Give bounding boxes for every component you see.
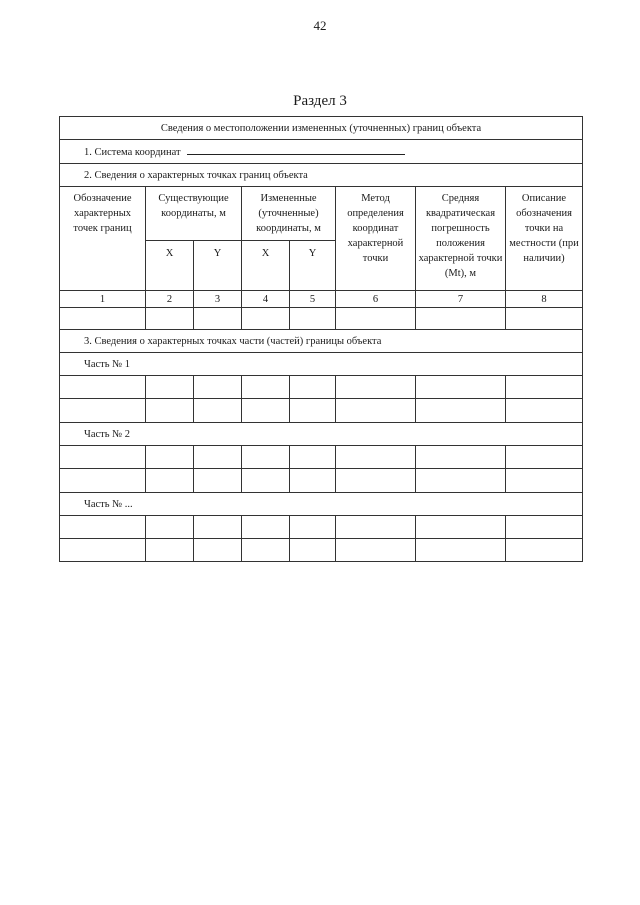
empty-cell[interactable] xyxy=(336,446,416,469)
empty-cell[interactable] xyxy=(506,469,583,493)
empty-cell[interactable] xyxy=(146,399,194,423)
col-designation-header: Обозначение характерных точек границ xyxy=(60,187,146,291)
empty-cell[interactable] xyxy=(506,308,583,330)
section3-label: 3. Сведения о характерных точках части (частей) границы объекта xyxy=(60,330,583,353)
column-number: 2 xyxy=(146,291,194,308)
empty-cell[interactable] xyxy=(146,539,194,562)
part-1-label: Часть № 1 xyxy=(60,353,583,376)
table-row xyxy=(60,376,583,399)
empty-cell[interactable] xyxy=(242,308,290,330)
empty-cell[interactable] xyxy=(416,539,506,562)
empty-cell[interactable] xyxy=(194,446,242,469)
empty-cell[interactable] xyxy=(290,516,336,539)
column-number: 1 xyxy=(60,291,146,308)
empty-cell[interactable] xyxy=(60,469,146,493)
empty-cell[interactable] xyxy=(336,516,416,539)
empty-cell[interactable] xyxy=(416,469,506,493)
page-number: 42 xyxy=(313,18,327,33)
empty-cell[interactable] xyxy=(146,446,194,469)
empty-cell[interactable] xyxy=(146,376,194,399)
empty-cell[interactable] xyxy=(290,308,336,330)
empty-cell[interactable] xyxy=(60,399,146,423)
empty-cell[interactable] xyxy=(60,446,146,469)
empty-cell[interactable] xyxy=(506,539,583,562)
empty-cell[interactable] xyxy=(336,469,416,493)
empty-cell[interactable] xyxy=(336,399,416,423)
empty-cell[interactable] xyxy=(506,376,583,399)
empty-cell[interactable] xyxy=(506,399,583,423)
empty-cell[interactable] xyxy=(290,539,336,562)
empty-cell[interactable] xyxy=(146,516,194,539)
coord-system-label: 1. Система координат xyxy=(84,146,181,158)
col-existing-header: Существующие координаты, м xyxy=(146,187,242,241)
empty-cell[interactable] xyxy=(290,469,336,493)
column-number: 4 xyxy=(242,291,290,308)
coord-system-field[interactable] xyxy=(187,144,405,155)
empty-cell[interactable] xyxy=(336,308,416,330)
section2-label: 2. Сведения о характерных точках границ объекта xyxy=(60,164,583,187)
col-description-header: Описание обозначения точки на местности (при наличии) xyxy=(506,187,583,291)
empty-cell[interactable] xyxy=(60,516,146,539)
empty-cell[interactable] xyxy=(290,376,336,399)
existing-x-header: X xyxy=(146,241,194,291)
empty-cell[interactable] xyxy=(242,376,290,399)
empty-cell[interactable] xyxy=(506,516,583,539)
empty-cell[interactable] xyxy=(416,376,506,399)
col-method-header: Метод определения координат характерной точки xyxy=(336,187,416,291)
table-main-header: Сведения о местоположении измененных (уточненных) границ объекта xyxy=(60,117,583,140)
empty-cell[interactable] xyxy=(416,399,506,423)
empty-cell[interactable] xyxy=(242,516,290,539)
column-number: 6 xyxy=(336,291,416,308)
column-number: 3 xyxy=(194,291,242,308)
boundary-points-table xyxy=(59,116,583,562)
empty-cell[interactable] xyxy=(194,516,242,539)
empty-cell[interactable] xyxy=(242,539,290,562)
empty-cell[interactable] xyxy=(506,446,583,469)
part-n-label: Часть № ... xyxy=(60,493,583,516)
changed-y-header: Y xyxy=(290,241,336,291)
table-row xyxy=(60,539,583,562)
empty-cell[interactable] xyxy=(146,308,194,330)
table-row xyxy=(60,446,583,469)
empty-cell[interactable] xyxy=(416,516,506,539)
empty-cell[interactable] xyxy=(336,539,416,562)
empty-cell[interactable] xyxy=(242,399,290,423)
empty-cell[interactable] xyxy=(416,446,506,469)
empty-cell[interactable] xyxy=(416,308,506,330)
empty-cell[interactable] xyxy=(60,539,146,562)
empty-cell[interactable] xyxy=(60,376,146,399)
changed-x-header: X xyxy=(242,241,290,291)
table-row xyxy=(60,516,583,539)
column-number: 5 xyxy=(290,291,336,308)
empty-cell[interactable] xyxy=(290,446,336,469)
empty-cell[interactable] xyxy=(60,308,146,330)
coord-system-row xyxy=(60,140,583,164)
empty-cell[interactable] xyxy=(194,399,242,423)
empty-cell[interactable] xyxy=(290,399,336,423)
column-number: 7 xyxy=(416,291,506,308)
col-error-header: Средняя квадратическая погрешность положения характерной точки (Mt), м xyxy=(416,187,506,291)
table-row xyxy=(60,469,583,493)
col-changed-header: Измененные (уточненные) координаты, м xyxy=(242,187,336,241)
part-2-label: Часть № 2 xyxy=(60,423,583,446)
table-row xyxy=(60,308,583,330)
existing-y-header: Y xyxy=(194,241,242,291)
empty-cell[interactable] xyxy=(336,376,416,399)
column-number: 8 xyxy=(506,291,583,308)
empty-cell[interactable] xyxy=(194,376,242,399)
empty-cell[interactable] xyxy=(194,469,242,493)
empty-cell[interactable] xyxy=(194,539,242,562)
empty-cell[interactable] xyxy=(242,469,290,493)
table-row xyxy=(60,399,583,423)
empty-cell[interactable] xyxy=(194,308,242,330)
empty-cell[interactable] xyxy=(146,469,194,493)
empty-cell[interactable] xyxy=(242,446,290,469)
section-title: Раздел 3 xyxy=(293,93,347,109)
